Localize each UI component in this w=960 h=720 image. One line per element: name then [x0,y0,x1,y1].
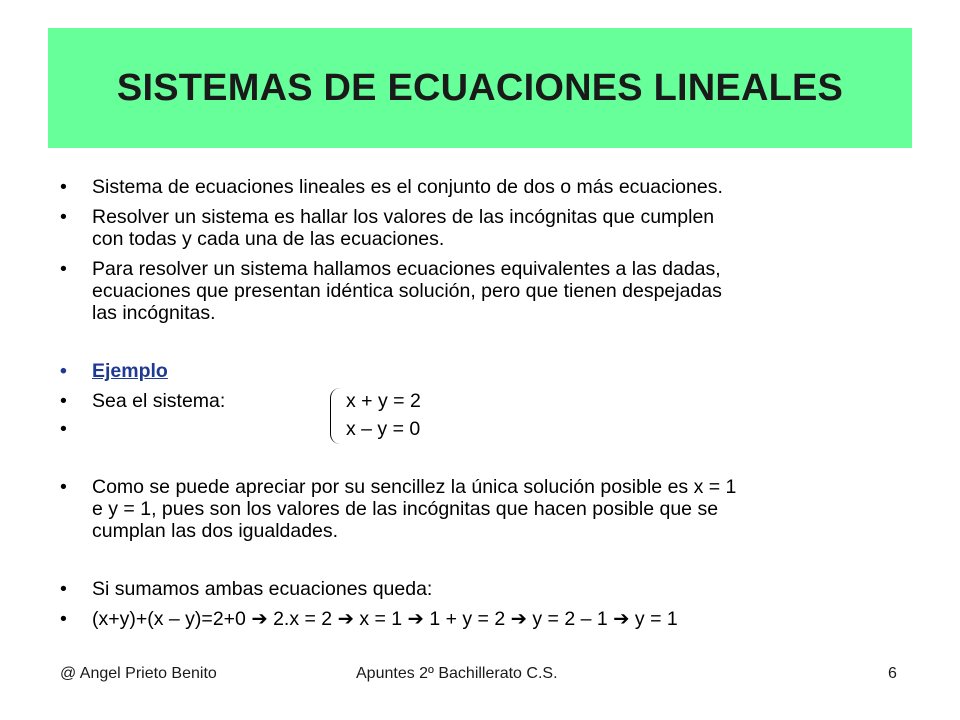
title-banner [48,28,912,148]
bullet-ejemplo: • [60,360,67,382]
bullet-4: • [60,476,67,498]
sea-sistema-text: Sea el sistema: [92,390,226,412]
method-text-line2: ecuaciones que presentan idéntica solución, pero que tienen despejadas [92,280,722,302]
bullet-eq2: • [60,418,67,440]
resolve-text-line1: Resolver un sistema es hallar los valores de las incógnitas que cumplen [92,206,715,228]
resolve-text-line2: con todas y cada una de las ecuaciones. [92,228,445,250]
footer-author: @ Angel Prieto Benito [60,665,217,682]
system-brace [330,388,341,444]
definition-text: Sistema de ecuaciones lineales es el conjunto de dos o más ecuaciones. [92,176,723,198]
solution-text-line2: e y = 1, pues son los valores de las incógnitas que hacen posible que se [92,498,719,520]
bullet-6: • [60,608,67,630]
equation-2: x – y = 0 [346,418,421,440]
bullet-2: • [60,206,67,228]
sum-intro-text: Si sumamos ambas ecuaciones queda: [92,578,433,600]
ejemplo-link[interactable]: Ejemplo [92,360,168,382]
footer-course: Apuntes 2º Bachillerato C.S. [356,665,558,682]
solution-text-line1: Como se puede apreciar por su sencillez la única solución posible es x = 1 [92,476,737,498]
bullet-1: • [60,176,67,198]
footer-page-number: 6 [888,665,897,682]
equation-1: x + y = 2 [346,390,421,412]
bullet-3: • [60,258,67,280]
bullet-sea: • [60,390,67,412]
method-text-line3: las incógnitas. [92,302,216,324]
bullet-5: • [60,578,67,600]
sum-derivation-text: (x+y)+(x – y)=2+0 ➔ 2.x = 2 ➔ x = 1 ➔ 1 + y = 2 ➔ y = 2 – 1 ➔ y = 1 [92,608,678,630]
page-title: SISTEMAS DE ECUACIONES LINEALES [116,66,844,109]
solution-text-line3: cumplan las dos igualdades. [92,520,339,542]
method-text-line1: Para resolver un sistema hallamos ecuaciones equivalentes a las dadas, [92,258,721,280]
